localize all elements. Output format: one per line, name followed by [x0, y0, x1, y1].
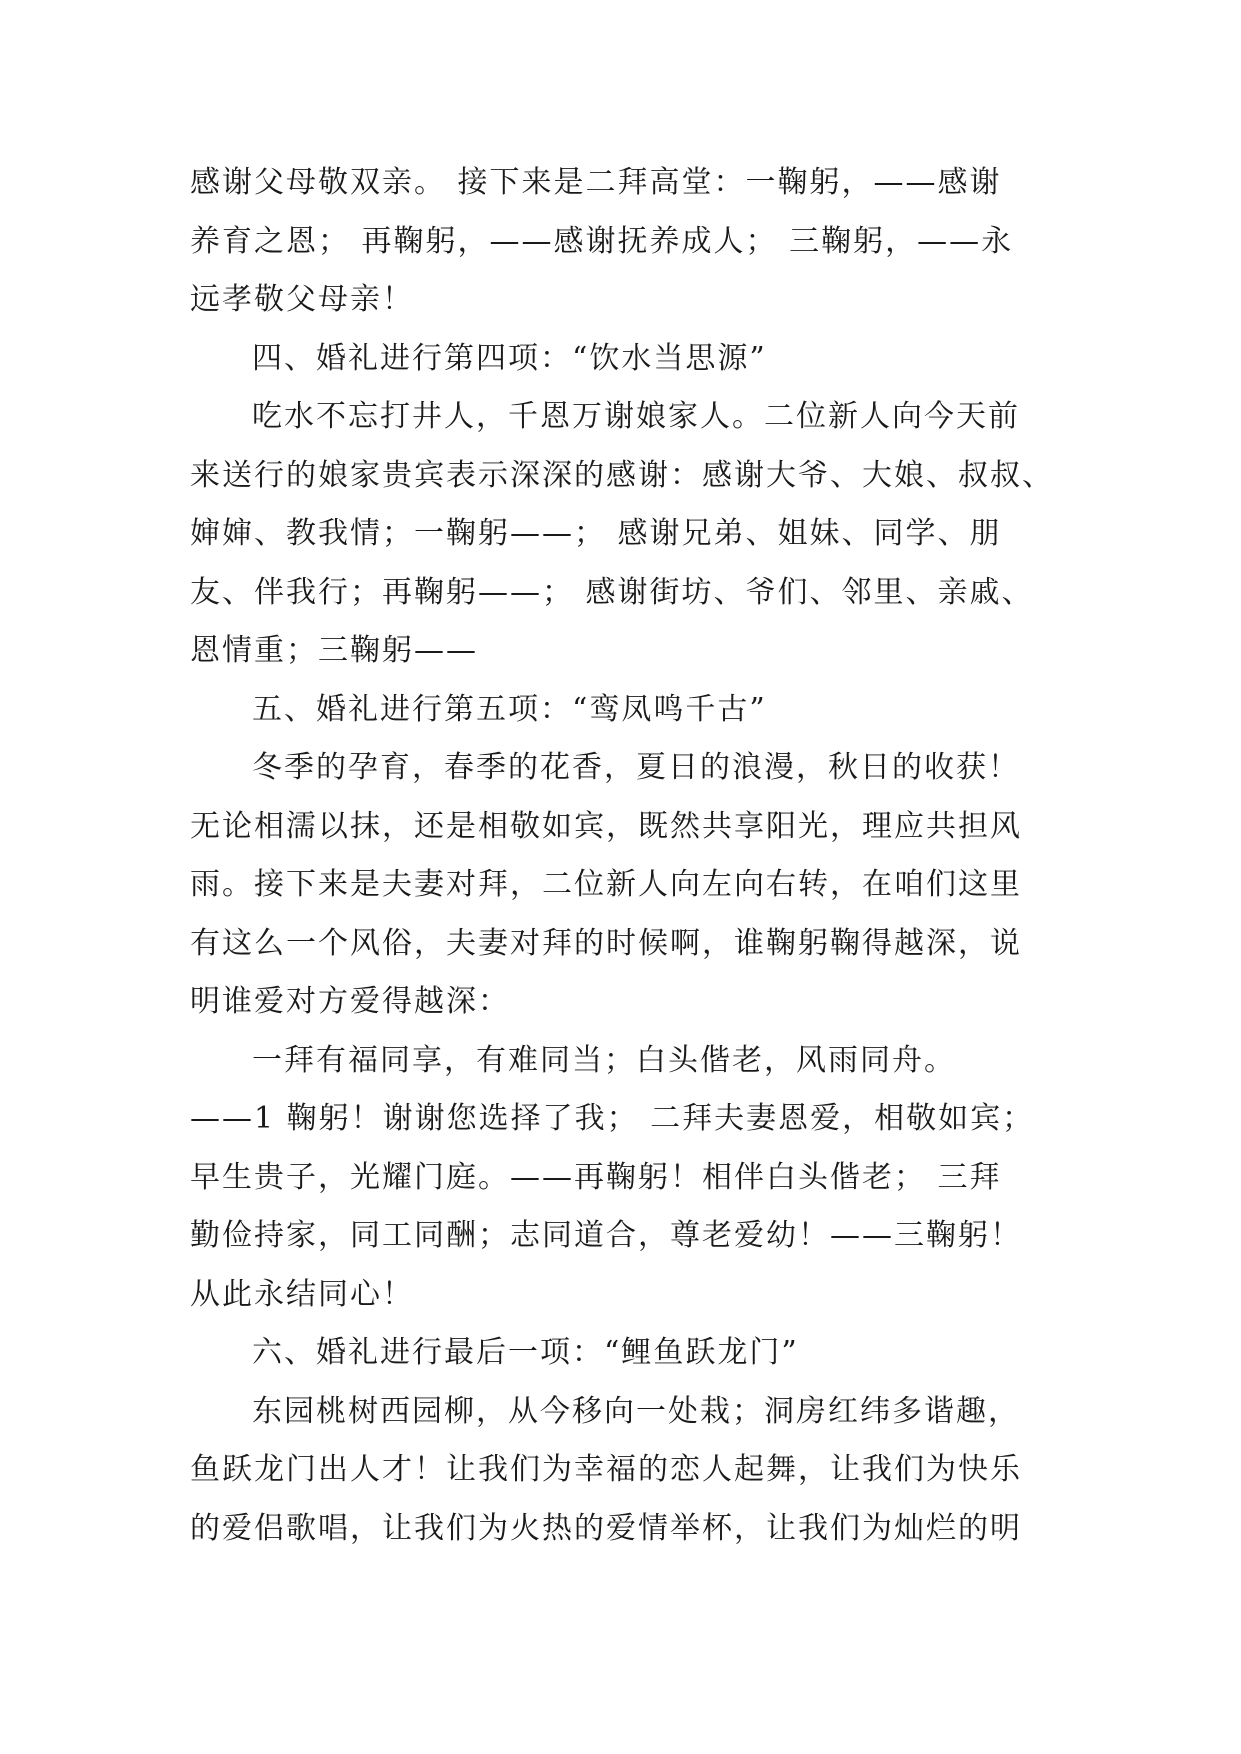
text-line: 恩情重；三鞠躬——	[190, 633, 478, 668]
text-line: 远孝敬父母亲！	[190, 282, 414, 317]
section-heading: 五、婚礼进行第五项：“鸾凤鸣千古”	[252, 691, 767, 727]
text-line: 冬季的孕育，春季的花香，夏日的浪漫，秋日的收获！	[252, 750, 1020, 785]
text-line: 明谁爱对方爱得越深：	[190, 984, 510, 1019]
section-heading: 六、婚礼进行最后一项：“鲤鱼跃龙门”	[252, 1335, 799, 1370]
document-page	[190, 154, 1070, 1558]
text-line: 来送行的娘家贵宾表示深深的感谢：感谢大爷、大娘、叔叔、	[190, 457, 1054, 493]
section-heading: 四、婚礼进行第四项：“饮水当思源”	[252, 340, 767, 376]
text-line: 雨。接下来是夫妻对拜，二位新人向左向右转，在咱们这里	[190, 867, 1022, 902]
text-line: 一拜有福同享，有难同当；白头偕老，风雨同舟。	[252, 1042, 956, 1078]
text-line: ——1 鞠躬！谢谢您选择了我； 二拜夫妻恩爱，相敬如宾；	[190, 1101, 1035, 1136]
text-line: 感谢父母敬双亲。 接下来是二拜高堂：一鞠躬，——感谢	[190, 165, 1002, 200]
text-line: 早生贵子，光耀门庭。——再鞠躬！相伴白头偕老； 三拜	[190, 1159, 1002, 1195]
text-line: 养育之恩； 再鞠躬，——感谢抚养成人； 三鞠躬，——永	[190, 223, 1014, 259]
text-line: 东园桃树西园柳，从今移向一处栽；洞房红纬多谐趣，	[252, 1393, 1020, 1429]
text-line: 有这么一个风俗，夫妻对拜的时候啊，谁鞠躬鞠得越深，说	[190, 925, 1022, 961]
text-line: 鱼跃龙门出人才！让我们为幸福的恋人起舞，让我们为快乐	[190, 1452, 1022, 1487]
text-line: 婶婶、教我情；一鞠躬——； 感谢兄弟、姐妹、同学、朋	[190, 516, 1002, 551]
text-line: 无论相濡以抹，还是相敬如宾，既然共享阳光，理应共担风	[190, 808, 1022, 844]
text-line: 的爱侣歌唱，让我们为火热的爱情举杯，让我们为灿烂的明	[190, 1510, 1022, 1546]
text-line: 从此永结同心！	[190, 1276, 414, 1312]
text-line: 勤俭持家，同工同酬；志同道合，尊老爱幼！——三鞠躬！	[190, 1218, 1022, 1253]
text-line: 吃水不忘打井人，千恩万谢娘家人。二位新人向今天前	[252, 399, 1020, 434]
text-line: 友、伴我行；再鞠躬——； 感谢街坊、爷们、邻里、亲戚、	[190, 574, 1034, 610]
